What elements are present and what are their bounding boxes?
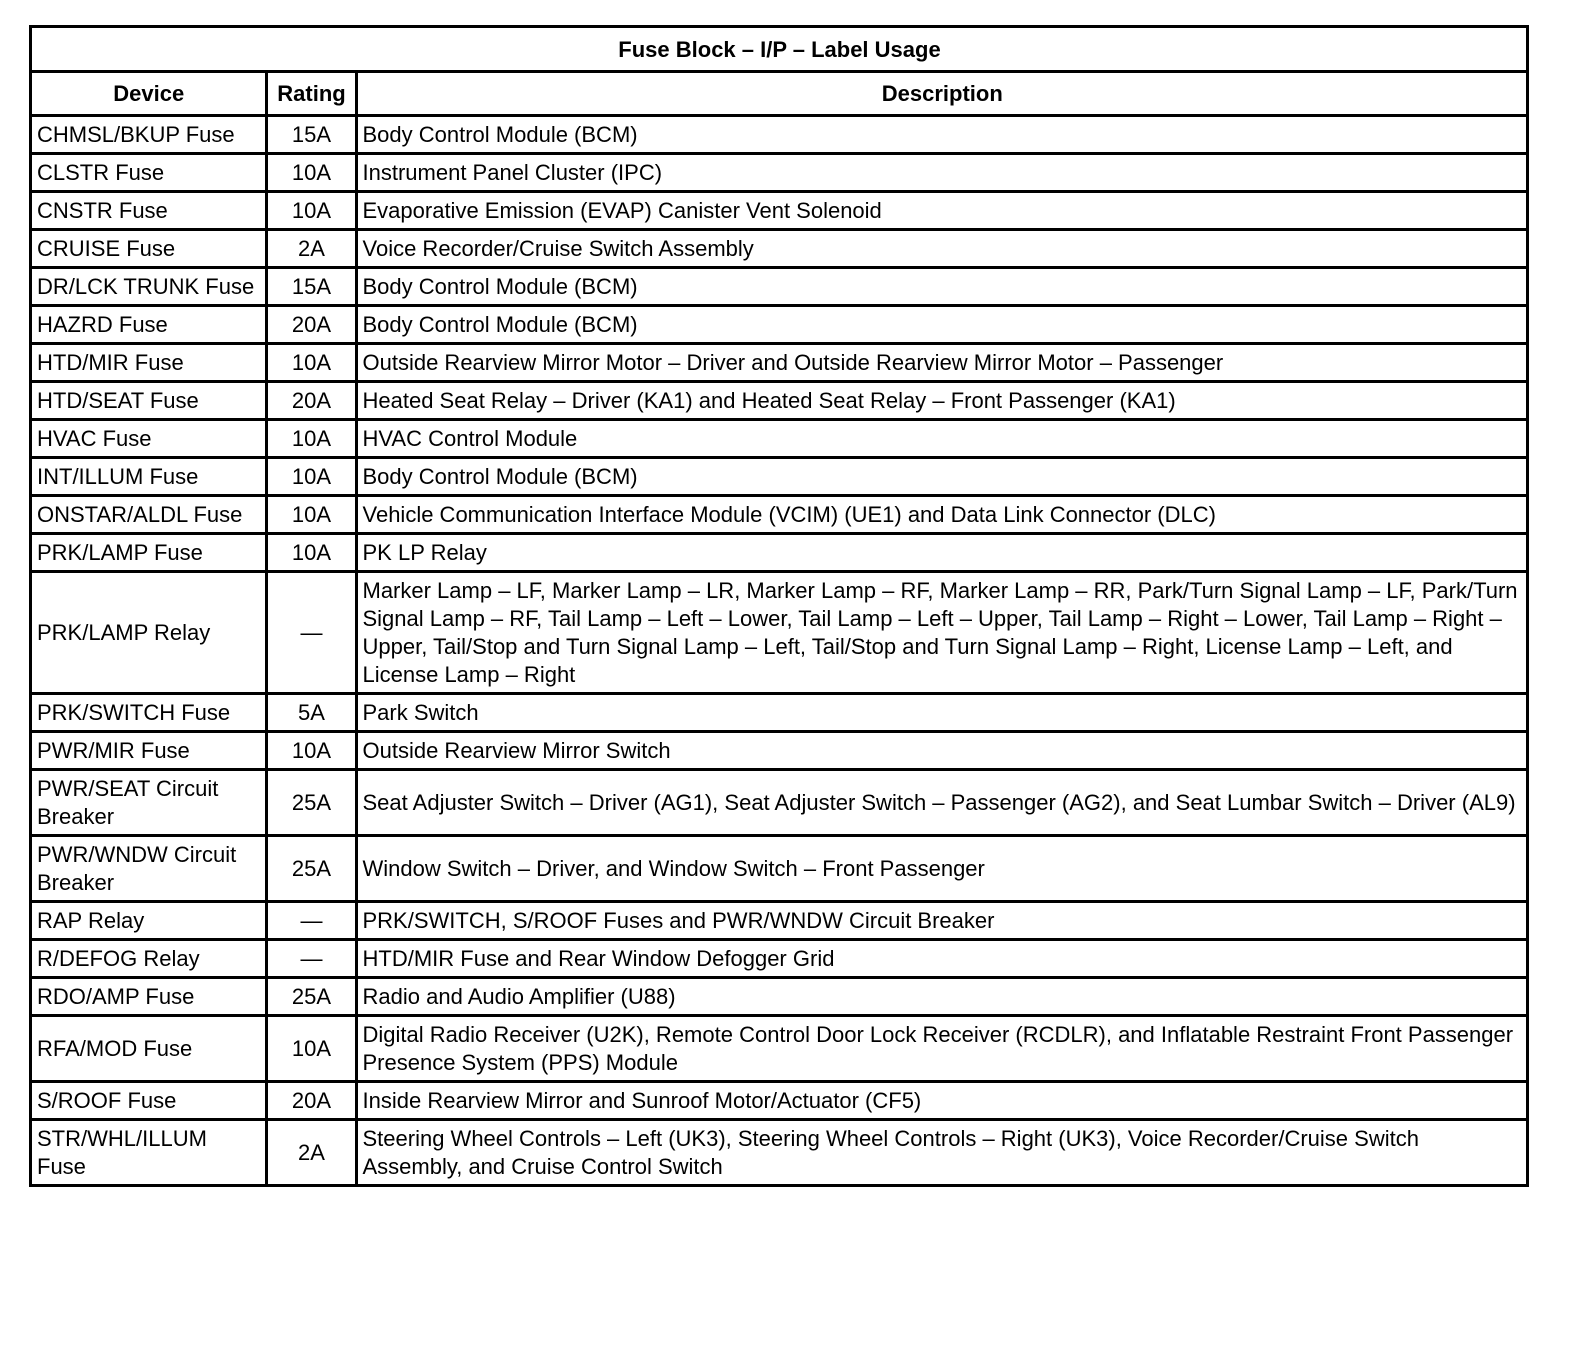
rating-cell: — (266, 940, 356, 978)
table-row (32, 572, 1526, 694)
table-title-row (32, 28, 1526, 72)
rating-cell: 25A (266, 836, 356, 902)
table-row (32, 230, 1526, 268)
table-row (32, 770, 1526, 836)
rating-cell: — (266, 902, 356, 940)
table-row (32, 1016, 1526, 1082)
device-cell: PRK/LAMP Fuse (32, 534, 266, 572)
table-row (32, 154, 1526, 192)
rating-cell: 20A (266, 1082, 356, 1120)
device-cell: STR/WHL/ILLUM Fuse (32, 1120, 266, 1185)
device-cell: INT/ILLUM Fuse (32, 458, 266, 496)
description-cell: Evaporative Emission (EVAP) Canister Vent Solenoid (356, 192, 1526, 230)
device-cell: RFA/MOD Fuse (32, 1016, 266, 1082)
table-row (32, 458, 1526, 496)
table-row (32, 344, 1526, 382)
description-cell: PRK/SWITCH, S/ROOF Fuses and PWR/WNDW Circuit Breaker (356, 902, 1526, 940)
description-cell: Body Control Module (BCM) (356, 116, 1526, 154)
device-cell: CNSTR Fuse (32, 192, 266, 230)
column-header-device: Device (32, 72, 266, 116)
device-cell: HTD/MIR Fuse (32, 344, 266, 382)
table-row (32, 496, 1526, 534)
device-cell: CLSTR Fuse (32, 154, 266, 192)
rating-cell: 10A (266, 154, 356, 192)
device-cell: PWR/SEAT Circuit Breaker (32, 770, 266, 836)
rating-cell: 10A (266, 732, 356, 770)
rating-cell: 15A (266, 268, 356, 306)
description-cell: Radio and Audio Amplifier (U88) (356, 978, 1526, 1016)
rating-cell: 10A (266, 344, 356, 382)
rating-cell: 5A (266, 694, 356, 732)
device-cell: R/DEFOG Relay (32, 940, 266, 978)
table-row (32, 534, 1526, 572)
table-row (32, 192, 1526, 230)
table-row (32, 306, 1526, 344)
table-row (32, 836, 1526, 902)
table-row (32, 978, 1526, 1016)
table-row (32, 1120, 1526, 1185)
description-cell: Heated Seat Relay – Driver (KA1) and Heated Seat Relay – Front Passenger (KA1) (356, 382, 1526, 420)
description-cell: Outside Rearview Mirror Motor – Driver and Outside Rearview Mirror Motor – Passenger (356, 344, 1526, 382)
table-row (32, 116, 1526, 154)
device-cell: PRK/SWITCH Fuse (32, 694, 266, 732)
table-row (32, 268, 1526, 306)
description-cell: Steering Wheel Controls – Left (UK3), Steering Wheel Controls – Right (UK3), Voice Recorder/Cruise Switch Assembly, and Cruise Control Switch (356, 1120, 1526, 1185)
device-cell: HTD/SEAT Fuse (32, 382, 266, 420)
device-cell: PRK/LAMP Relay (32, 572, 266, 694)
rating-cell: 10A (266, 192, 356, 230)
rating-cell: 20A (266, 306, 356, 344)
fuse-block-table (32, 28, 1526, 1184)
table-row (32, 732, 1526, 770)
rating-cell: — (266, 572, 356, 694)
table-row (32, 1082, 1526, 1120)
column-header-description: Description (356, 72, 1526, 116)
description-cell: Body Control Module (BCM) (356, 306, 1526, 344)
table-row (32, 382, 1526, 420)
description-cell: Park Switch (356, 694, 1526, 732)
description-cell: Outside Rearview Mirror Switch (356, 732, 1526, 770)
rating-cell: 25A (266, 770, 356, 836)
rating-cell: 10A (266, 458, 356, 496)
table-row (32, 902, 1526, 940)
device-cell: PWR/MIR Fuse (32, 732, 266, 770)
description-cell: Marker Lamp – LF, Marker Lamp – LR, Marker Lamp – RF, Marker Lamp – RR, Park/Turn Signal Lamp – LF, Park/Turn Signal Lamp – RF, Tail Lamp – Left – Lower, Tail Lamp – Left – Upper, Tail Lamp – Right – Lower, Tail Lamp – Right – Upper, Tail/Stop and Turn Signal Lamp – Left, Tail/Stop and Turn Signal Lamp – Right, License Lamp – Left, and License Lamp – Right (356, 572, 1526, 694)
rating-cell: 10A (266, 420, 356, 458)
rating-cell: 20A (266, 382, 356, 420)
column-header-rating: Rating (266, 72, 356, 116)
rating-cell: 25A (266, 978, 356, 1016)
description-cell: Vehicle Communication Interface Module (VCIM) (UE1) and Data Link Connector (DLC) (356, 496, 1526, 534)
device-cell: DR/LCK TRUNK Fuse (32, 268, 266, 306)
rating-cell: 15A (266, 116, 356, 154)
device-cell: HAZRD Fuse (32, 306, 266, 344)
device-cell: S/ROOF Fuse (32, 1082, 266, 1120)
table-row (32, 420, 1526, 458)
device-cell: RAP Relay (32, 902, 266, 940)
table-header-row (32, 72, 1526, 116)
device-cell: RDO/AMP Fuse (32, 978, 266, 1016)
table-row (32, 694, 1526, 732)
device-cell: CRUISE Fuse (32, 230, 266, 268)
rating-cell: 2A (266, 1120, 356, 1185)
description-cell: Digital Radio Receiver (U2K), Remote Control Door Lock Receiver (RCDLR), and Inflatable Restraint Front Passenger Presence System (PPS) Module (356, 1016, 1526, 1082)
rating-cell: 10A (266, 534, 356, 572)
device-cell: CHMSL/BKUP Fuse (32, 116, 266, 154)
description-cell: Body Control Module (BCM) (356, 268, 1526, 306)
description-cell: Inside Rearview Mirror and Sunroof Motor/Actuator (CF5) (356, 1082, 1526, 1120)
description-cell: Seat Adjuster Switch – Driver (AG1), Seat Adjuster Switch – Passenger (AG2), and Seat Lumbar Switch – Driver (AL9) (356, 770, 1526, 836)
description-cell: Instrument Panel Cluster (IPC) (356, 154, 1526, 192)
description-cell: Voice Recorder/Cruise Switch Assembly (356, 230, 1526, 268)
device-cell: HVAC Fuse (32, 420, 266, 458)
description-cell: Body Control Module (BCM) (356, 458, 1526, 496)
fuse-table-container (29, 25, 1529, 1187)
table-title: Fuse Block – I/P – Label Usage (32, 28, 1526, 72)
table-body (32, 116, 1526, 1185)
rating-cell: 2A (266, 230, 356, 268)
device-cell: ONSTAR/ALDL Fuse (32, 496, 266, 534)
rating-cell: 10A (266, 496, 356, 534)
description-cell: HVAC Control Module (356, 420, 1526, 458)
description-cell: Window Switch – Driver, and Window Switch – Front Passenger (356, 836, 1526, 902)
description-cell: HTD/MIR Fuse and Rear Window Defogger Grid (356, 940, 1526, 978)
table-row (32, 940, 1526, 978)
device-cell: PWR/WNDW Circuit Breaker (32, 836, 266, 902)
rating-cell: 10A (266, 1016, 356, 1082)
description-cell: PK LP Relay (356, 534, 1526, 572)
